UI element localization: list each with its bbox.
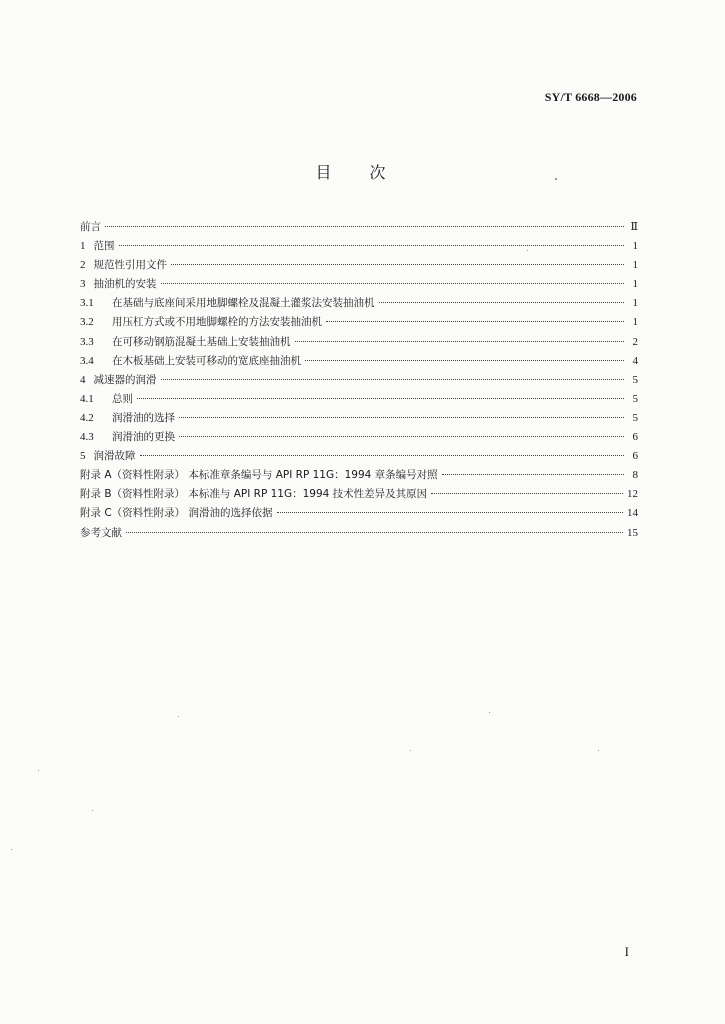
toc-entry-number: 3.3 [80, 335, 94, 348]
dot-leader [277, 512, 623, 513]
scan-speck [178, 716, 179, 717]
scan-speck [527, 250, 528, 251]
toc-entry-number: 4 [80, 373, 86, 386]
dot-leader [119, 245, 625, 246]
toc-entry-title: 在基础与底座间采用地脚螺栓及混凝土灌浆法安装抽油机 [112, 297, 375, 310]
toc-entry [80, 486, 638, 505]
toc-entry [80, 334, 638, 353]
dot-leader [126, 532, 623, 533]
scan-speck [92, 810, 93, 811]
toc-title: 目次 [315, 163, 424, 182]
toc-entry-number: 4.3 [80, 431, 94, 444]
dot-leader [171, 264, 624, 265]
toc-entry [80, 276, 638, 295]
toc-entry-page: 12 [627, 488, 638, 501]
scan-speck [489, 712, 490, 713]
toc-entry [80, 353, 638, 372]
toc-entry-page: 6 [632, 450, 638, 463]
toc-entry [80, 257, 638, 276]
toc-entry-page: Ⅱ [630, 221, 638, 233]
dot-leader [295, 341, 625, 342]
toc-entry-title: 范围 [93, 240, 115, 253]
toc-entry-page: 5 [632, 411, 638, 424]
toc-entry-title: 润滑故障 [93, 450, 136, 463]
scan-speck [598, 750, 599, 751]
toc-entry-number: 3.4 [80, 354, 94, 367]
dot-leader [161, 379, 625, 380]
toc-entry-title: 总则 [112, 392, 133, 405]
toc-entry-number: 3 [80, 278, 86, 291]
toc-entry-title: 前言 [80, 221, 101, 233]
dot-leader [379, 302, 625, 303]
dot-leader [140, 455, 625, 456]
toc-entry [80, 391, 638, 410]
toc-entry-title: 抽油机的安装 [93, 278, 157, 291]
toc-entry [80, 448, 638, 467]
toc-entry-page: 1 [632, 240, 638, 253]
toc-entry-title: 在木板基础上安装可移动的宽底座抽油机 [112, 354, 301, 367]
dot-leader [161, 283, 625, 284]
toc-entry-title: 附录 B（资料性附录） 本标准与 API RP 11G：1994 技术性差异及其原因 [80, 488, 428, 501]
toc-entry-page: 15 [627, 526, 638, 539]
page-number: I [624, 944, 629, 959]
toc-entry-title: 附录 A（资料性附录） 本标准章条编号与 API RP 11G：1994 章条编号对照 [80, 469, 438, 482]
document-code: SY/T 6668—2006 [544, 90, 637, 104]
toc-entry-page: 2 [632, 335, 638, 348]
toc-entry-page: 1 [632, 278, 638, 291]
toc-entry-page: 8 [632, 469, 638, 482]
toc-entry-number: 5 [80, 450, 86, 463]
toc-entry-page: 5 [632, 392, 638, 405]
toc-entry-title: 用压杠方式或不用地脚螺栓的方法安装抽油机 [112, 316, 322, 329]
toc-entry [80, 295, 638, 314]
toc-entry-title: 附录 C（资料性附录） 润滑油的选择依据 [80, 507, 273, 520]
toc-entry-title: 润滑油的选择 [112, 411, 175, 424]
toc-entry [80, 238, 638, 257]
toc-entry-title: 规范性引用文件 [93, 259, 167, 272]
toc-entry-number: 2 [80, 259, 86, 272]
dot-leader [179, 417, 624, 418]
toc-entry-page: 1 [632, 297, 638, 310]
toc-entry-title: 参考文献 [80, 526, 122, 539]
scan-speck [11, 849, 12, 850]
toc-entry-page: 5 [632, 373, 638, 386]
toc-entry-title: 减速器的润滑 [93, 373, 157, 386]
dot-leader [305, 360, 624, 361]
toc-entry [80, 219, 638, 238]
toc-entry-number: 4.1 [80, 392, 94, 405]
toc-entry [80, 505, 638, 524]
dot-leader [326, 321, 624, 322]
toc-entry [80, 429, 638, 448]
dot-leader [442, 474, 624, 475]
scan-speck [410, 750, 411, 751]
toc-entry [80, 410, 638, 429]
toc-entry-number: 4.2 [80, 411, 94, 424]
toc-entry [80, 525, 638, 544]
toc-entry-page: 1 [632, 259, 638, 272]
toc-entry-page: 14 [627, 507, 638, 520]
toc-entry-number: 3.2 [80, 316, 94, 329]
toc-entry-page: 6 [632, 431, 638, 444]
dot-leader [431, 493, 623, 494]
toc-entry-page: 1 [632, 316, 638, 329]
toc-entry-page: 4 [632, 354, 638, 367]
toc-entry-title: 在可移动钢筋混凝土基础上安装抽油机 [112, 335, 291, 348]
toc-entry [80, 467, 638, 486]
dot-leader [137, 398, 624, 399]
dot-leader [105, 226, 624, 227]
scan-speck [38, 770, 39, 771]
toc-entry-number: 1 [80, 240, 86, 253]
table-of-contents [80, 219, 638, 544]
scan-speck [555, 178, 557, 180]
toc-entry [80, 314, 638, 333]
toc-entry-title: 润滑油的更换 [112, 431, 175, 444]
toc-entry-number: 3.1 [80, 297, 94, 310]
dot-leader [179, 436, 624, 437]
toc-entry [80, 372, 638, 391]
